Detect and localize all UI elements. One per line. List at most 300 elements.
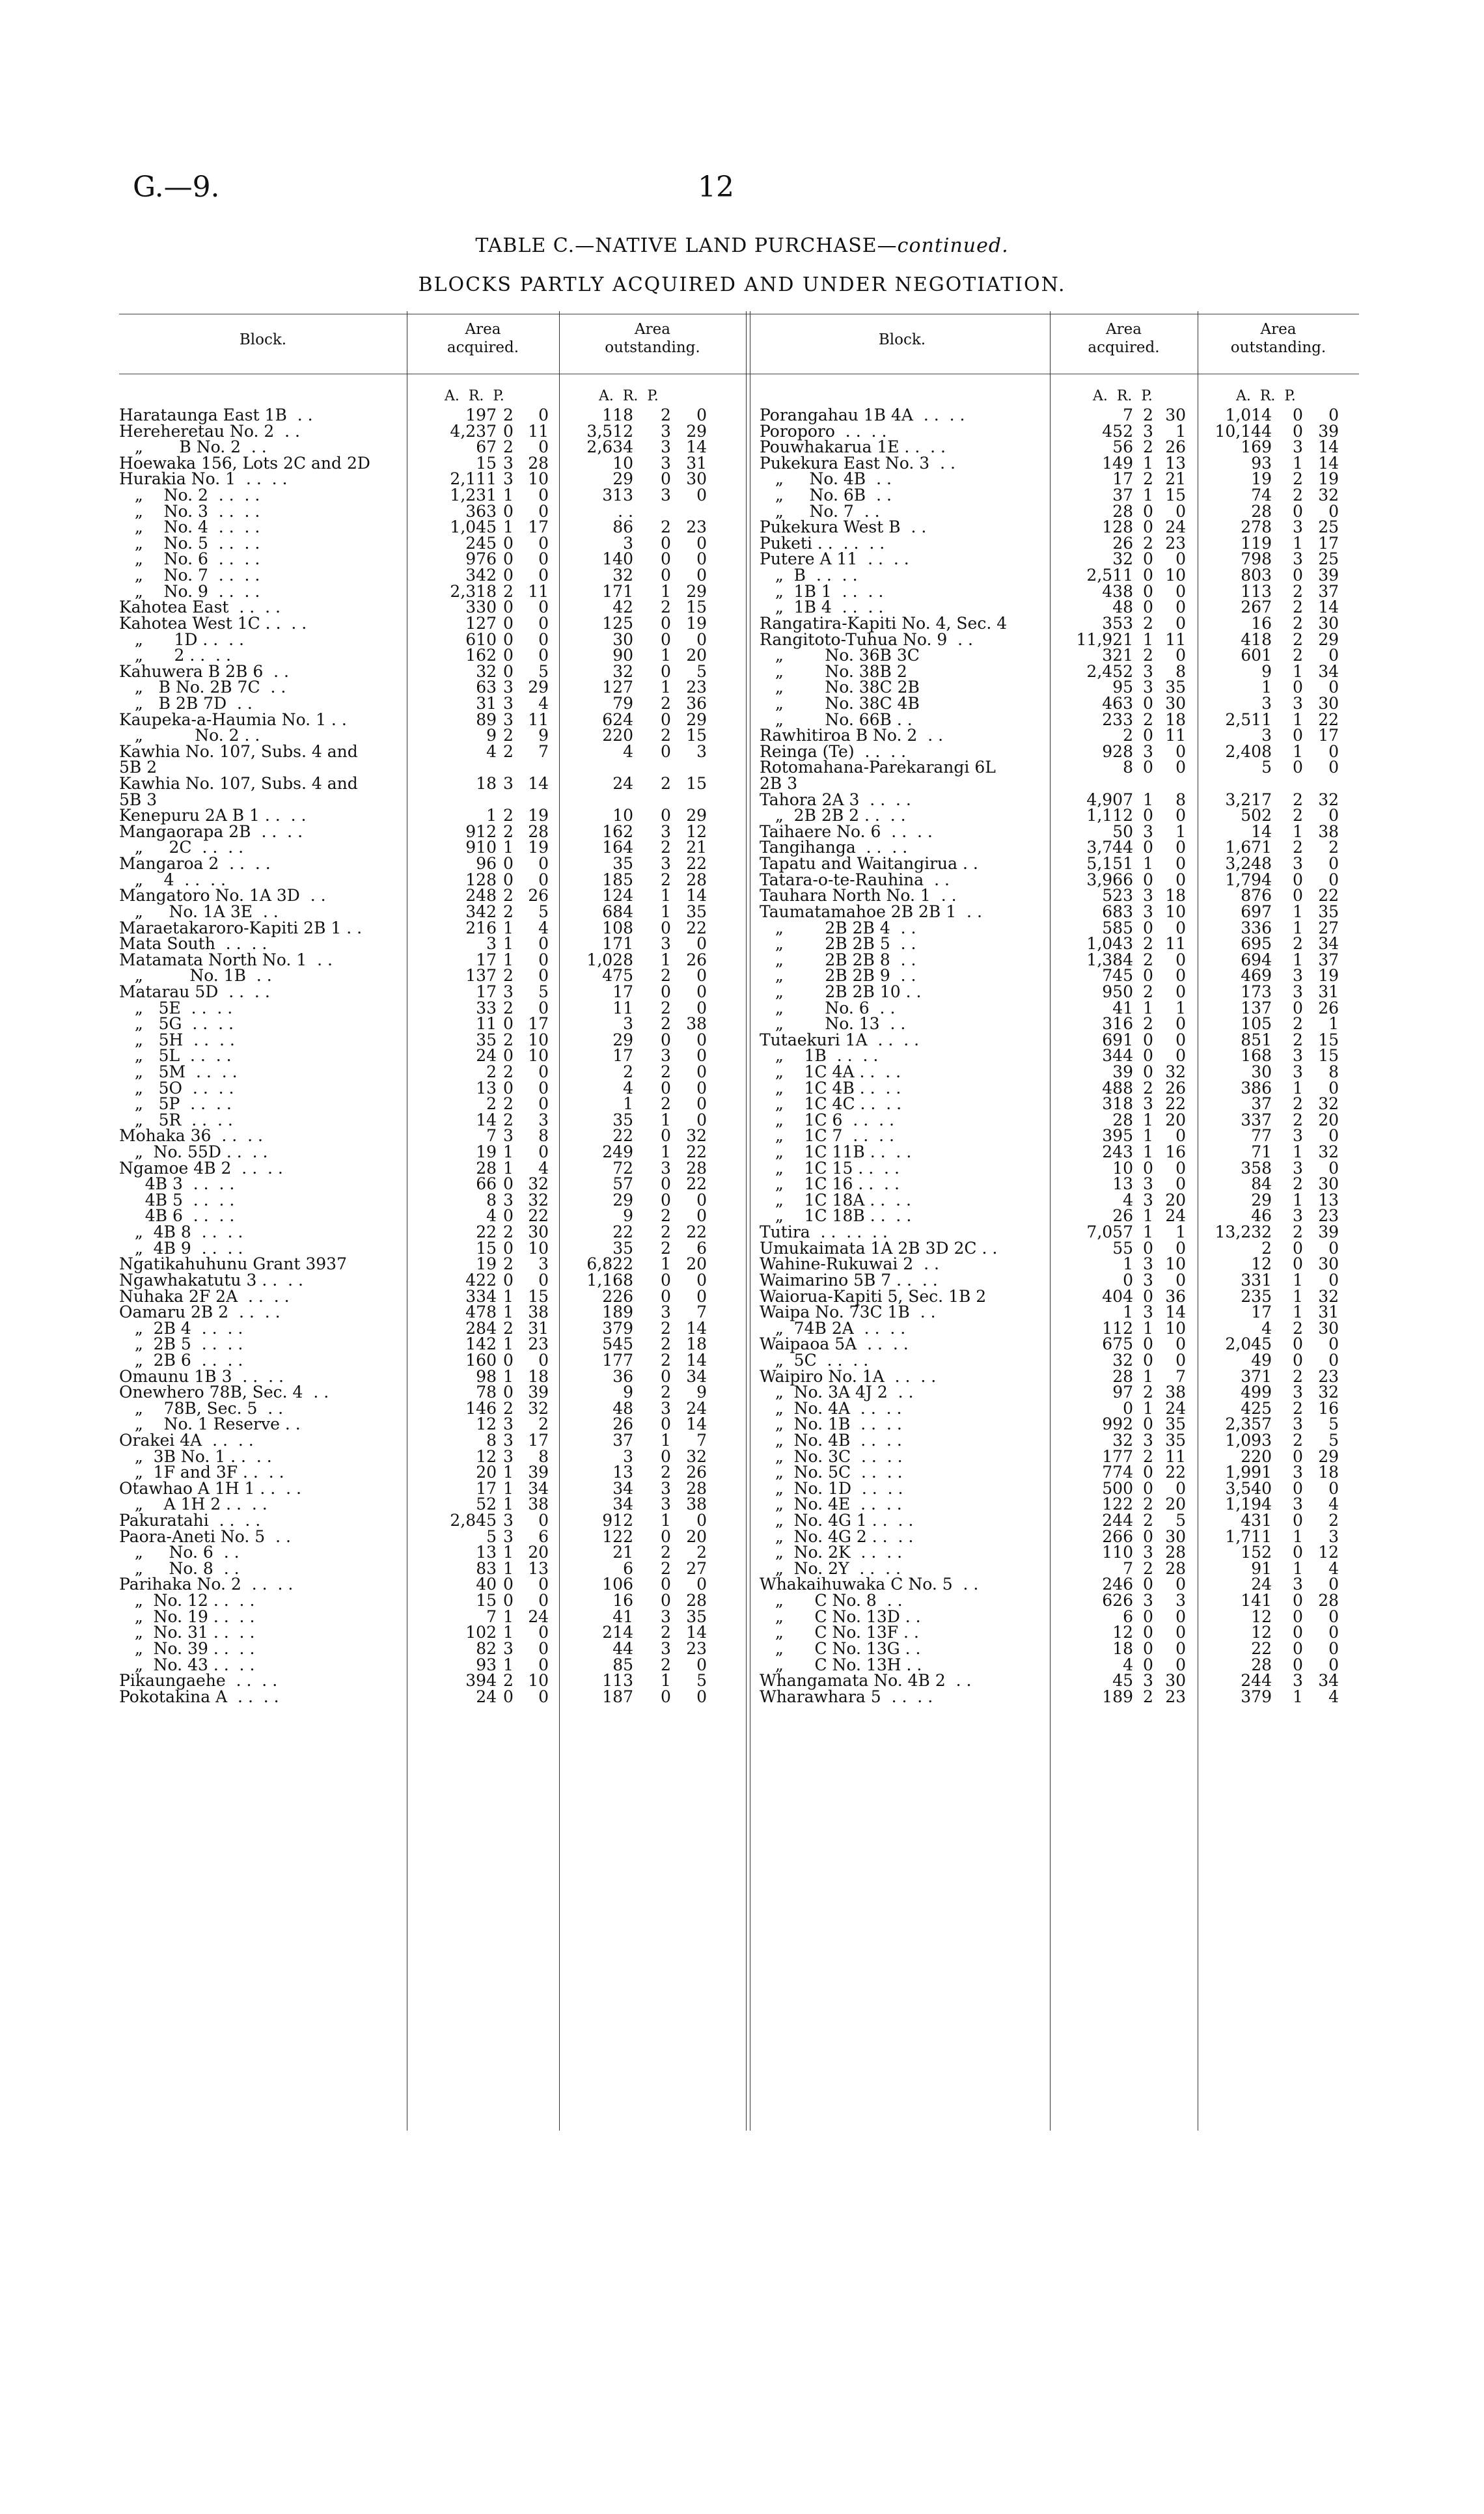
acq-acres: 11 [476, 1014, 497, 1034]
acq-acres: 318 [1102, 1094, 1133, 1114]
out-acres: 9 [1261, 661, 1272, 681]
table-row [754, 613, 1359, 633]
out-perches: 1 [1328, 1014, 1339, 1034]
out-perches: 0 [1328, 1350, 1339, 1370]
acq-acres: 142 [465, 1334, 497, 1354]
acq-acres: 976 [465, 549, 497, 569]
acq-acres: 4 [1123, 1190, 1133, 1209]
acq-acres: 13 [1112, 1174, 1133, 1194]
acq-acres: 137 [465, 966, 497, 986]
out-acres: 11 [612, 998, 633, 1017]
out-perches: 20 [686, 1526, 707, 1546]
out-acres: 29 [612, 1190, 633, 1209]
acq-roods: 2 [503, 1318, 514, 1338]
acq-perches: 23 [528, 1334, 549, 1354]
table-row [119, 1689, 750, 1706]
block-name: Tapatu and Waitangirua . . [760, 854, 978, 874]
out-perches: 37 [1318, 581, 1339, 601]
out-perches: 28 [686, 1478, 707, 1498]
out-roods: 1 [661, 1110, 671, 1129]
acq-acres: 344 [1102, 1046, 1133, 1066]
acq-acres: 2,845 [450, 1511, 497, 1530]
out-roods: 0 [1293, 758, 1303, 777]
acq-acres: 438 [1102, 581, 1133, 601]
out-acres: 140 [602, 549, 633, 569]
out-roods: 1 [661, 1142, 671, 1162]
acq-perches: 0 [1175, 1014, 1186, 1034]
out-roods: 1 [1293, 822, 1303, 841]
acq-acres: 149 [1102, 453, 1133, 473]
acq-acres: 98 [476, 1366, 497, 1386]
acq-perches: 0 [538, 598, 549, 617]
acq-acres: 3,966 [1086, 870, 1133, 889]
out-acres: 2,634 [586, 437, 633, 457]
block-name: Mangaroa 2 . . . . [119, 854, 271, 874]
acq-perches: 0 [1175, 1126, 1186, 1146]
block-name: „ No. 8 . . [119, 1558, 240, 1578]
out-acres: 3,217 [1225, 790, 1272, 809]
out-roods: 3 [661, 1158, 671, 1178]
out-roods: 2 [1293, 1398, 1303, 1418]
acq-perches: 0 [1175, 1478, 1186, 1498]
acq-acres: 1,112 [1086, 806, 1133, 825]
acq-perches: 0 [1175, 918, 1186, 937]
acq-acres: 20 [476, 1463, 497, 1482]
out-roods: 0 [661, 469, 671, 489]
out-perches: 0 [1328, 758, 1339, 777]
out-acres: 798 [1241, 549, 1272, 569]
block-name: „ 5M . . . . [119, 1062, 238, 1081]
block-name: „ No. 12 . . . . [119, 1591, 255, 1610]
out-roods: 2 [1293, 1094, 1303, 1114]
out-perches: 38 [686, 1014, 707, 1034]
out-perches: 31 [1318, 982, 1339, 1001]
acq-roods: 3 [1143, 421, 1153, 441]
acq-acres: 12 [476, 1446, 497, 1466]
table-row [754, 488, 1359, 504]
out-roods: 0 [661, 533, 671, 553]
table-row [754, 1350, 1359, 1370]
block-name: „ 1B 4 . . . . [760, 598, 884, 617]
block-name: „ B 2B 7D . . [119, 693, 253, 713]
out-roods: 3 [1293, 437, 1303, 457]
page-ref: G.—9. [133, 171, 220, 204]
out-perches: 0 [1328, 1078, 1339, 1098]
out-roods: 1 [1293, 1286, 1303, 1306]
out-roods: 2 [661, 1543, 671, 1562]
out-roods: 0 [661, 629, 671, 649]
out-perches: 14 [1318, 453, 1339, 473]
acq-acres: 32 [476, 661, 497, 681]
out-roods: 2 [1293, 934, 1303, 954]
acq-acres: 17 [476, 950, 497, 969]
out-roods: 2 [1293, 1431, 1303, 1450]
acq-perches: 0 [1175, 646, 1186, 665]
acq-acres: 912 [465, 822, 497, 841]
acq-perches: 22 [528, 1206, 549, 1226]
out-acres: 4 [1261, 1318, 1272, 1338]
out-acres: 113 [1241, 581, 1272, 601]
block-name: Pokotakina A . . . . [119, 1687, 279, 1706]
block-name: „ 1C 15 . . . . [760, 1158, 900, 1178]
acq-roods: 0 [1143, 1030, 1153, 1049]
acq-perches: 11 [1165, 629, 1186, 649]
out-roods: 1 [661, 886, 671, 905]
out-acres: 17 [612, 1046, 633, 1066]
out-perches: 29 [1318, 1446, 1339, 1466]
acq-perches: 1 [1175, 421, 1186, 441]
acq-acres: 7 [486, 1607, 497, 1626]
acq-perches: 4 [538, 918, 549, 937]
acq-roods: 2 [1143, 613, 1153, 633]
acq-perches: 0 [1175, 1158, 1186, 1178]
block-name: Mangatoro No. 1A 3D . . [119, 886, 326, 905]
out-acres: 358 [1241, 1158, 1272, 1178]
out-perches: 0 [1328, 1334, 1339, 1354]
acq-perches: 17 [528, 518, 549, 537]
out-acres: 57 [612, 1174, 633, 1194]
out-acres: 545 [602, 1334, 633, 1354]
out-roods: 1 [661, 678, 671, 697]
out-acres: 214 [602, 1623, 633, 1642]
acq-perches: 3 [538, 1110, 549, 1129]
acq-perches: 8 [1175, 790, 1186, 809]
out-roods: 0 [661, 918, 671, 937]
acq-roods: 1 [1143, 790, 1153, 809]
acq-roods: 0 [1143, 1638, 1153, 1658]
out-acres: 79 [612, 693, 633, 713]
out-roods: 1 [1293, 1190, 1303, 1209]
out-roods: 2 [1293, 1014, 1303, 1034]
out-acres: 1,794 [1225, 870, 1272, 889]
acq-perches: 0 [538, 613, 549, 633]
acq-roods: 2 [1143, 950, 1153, 969]
acq-acres: 32 [1112, 1431, 1133, 1450]
out-roods: 2 [661, 1094, 671, 1114]
out-roods: 3 [1293, 1206, 1303, 1226]
block-name: „ 1C 7 . . . . [760, 1126, 894, 1146]
acq-acres: 675 [1102, 1334, 1133, 1354]
out-roods: 1 [1293, 741, 1303, 761]
out-perches: 20 [686, 646, 707, 665]
block-name: 4B 3 . . . . [119, 1174, 235, 1194]
acq-roods: 0 [1143, 1526, 1153, 1546]
out-acres: 37 [612, 1431, 633, 1450]
acq-roods: 0 [503, 1174, 514, 1194]
acq-perches: 13 [1165, 453, 1186, 473]
table-row [119, 1270, 750, 1290]
out-perches: 0 [1328, 1655, 1339, 1674]
block-name: Waipiro No. 1A . . . . [760, 1366, 937, 1386]
out-perches: 5 [1328, 1431, 1339, 1450]
block-name: „ 5E . . . . [119, 998, 233, 1017]
out-perches: 0 [696, 533, 707, 553]
out-perches: 14 [686, 1415, 707, 1434]
acq-perches: 0 [1175, 549, 1186, 569]
out-acres: 127 [602, 678, 633, 697]
col-block-right: Block. [878, 331, 926, 348]
block-name: Ngawhakatutu 3 . . . . [119, 1270, 303, 1290]
acq-roods: 0 [503, 1206, 514, 1226]
acq-roods: 2 [1143, 533, 1153, 553]
block-name: „ No. 4A . . . . [760, 1398, 902, 1418]
block-name: Orakei 4A . . . . [119, 1431, 254, 1450]
out-roods: 0 [661, 1286, 671, 1306]
acq-roods: 3 [1143, 1254, 1153, 1274]
block-name: Tauhara North No. 1 . . [760, 886, 957, 905]
out-roods: 0 [1293, 1350, 1303, 1370]
acq-acres: 2,111 [450, 469, 497, 489]
acq-acres: 321 [1102, 646, 1133, 665]
out-perches: 0 [696, 406, 707, 424]
block-name: „ 78B, Sec. 5 . . [119, 1398, 284, 1418]
acq-perches: 11 [1165, 1446, 1186, 1466]
out-perches: 14 [686, 437, 707, 457]
acq-acres: 243 [1102, 1142, 1133, 1162]
out-perches: 30 [1318, 613, 1339, 633]
acq-perches: 0 [1175, 1638, 1186, 1658]
acq-acres: 745 [1102, 966, 1133, 986]
acq-perches: 29 [528, 678, 549, 697]
block-name: „ No. 4B . . [760, 469, 892, 489]
acq-roods: 0 [503, 870, 514, 889]
block-name: „ 1C 11B . . . . [760, 1142, 912, 1162]
acq-perches: 4 [538, 1158, 549, 1178]
block-name: Tutira . . . . . . [760, 1222, 888, 1242]
acq-roods: 2 [503, 1254, 514, 1274]
out-acres: 220 [1241, 1446, 1272, 1466]
block-name: „ 2B 2B 9 . . [760, 966, 916, 986]
acq-acres: 97 [1112, 1383, 1133, 1402]
out-perches: 4 [1328, 1687, 1339, 1706]
table-row [119, 488, 750, 504]
acq-perches: 10 [528, 1238, 549, 1258]
block-name: „ 5H . . . . [119, 1030, 235, 1049]
out-roods: 0 [1293, 678, 1303, 697]
block-name: „ No. 4G 1 . . . . [760, 1511, 914, 1530]
out-acres: 337 [1241, 1110, 1272, 1129]
acq-roods: 2 [1143, 1078, 1153, 1098]
left-rows [119, 407, 750, 1705]
out-perches: 0 [1328, 1575, 1339, 1594]
out-roods: 2 [1293, 581, 1303, 601]
out-acres: 90 [612, 646, 633, 665]
out-perches: 0 [1328, 806, 1339, 825]
out-perches: 9 [696, 1383, 707, 1402]
block-name: „ No. 7 . . . . [119, 566, 260, 585]
out-perches: 14 [686, 1318, 707, 1338]
acq-perches: 23 [1165, 533, 1186, 553]
block-name: „ 2B 2B 2 . . . . [760, 806, 906, 825]
block-name: Whakaihuwaka C No. 5 . . [760, 1575, 979, 1594]
acq-roods: 0 [1143, 1286, 1153, 1306]
acq-acres: 15 [476, 453, 497, 473]
acq-acres: 500 [1102, 1478, 1133, 1498]
block-name: „ 2B 2B 4 . . [760, 918, 916, 937]
out-acres: 118 [602, 406, 633, 424]
block-name: „ No. 5C . . . . [760, 1463, 903, 1482]
acq-roods: 2 [503, 806, 514, 825]
acq-perches: 0 [538, 1094, 549, 1114]
out-roods: 1 [661, 902, 671, 921]
acq-acres: 19 [476, 1254, 497, 1274]
out-roods: 3 [1293, 966, 1303, 986]
out-roods: 2 [1293, 838, 1303, 857]
acq-perches: 0 [538, 854, 549, 874]
block-name: „ No. 43 . . . . [119, 1655, 255, 1674]
table-title [0, 234, 1484, 257]
out-perches: 29 [686, 806, 707, 825]
out-perches: 15 [686, 774, 707, 794]
acq-acres: 7,057 [1086, 1222, 1133, 1242]
block-name: „ No. 6B . . [760, 486, 892, 505]
block-name: „ 1F and 3F . . . . [119, 1463, 284, 1482]
out-perches: 0 [696, 1206, 707, 1226]
acq-perches: 0 [1175, 1270, 1186, 1290]
acq-perches: 21 [1165, 469, 1186, 489]
acq-acres: 245 [465, 533, 497, 553]
out-acres: 1,093 [1225, 1431, 1272, 1450]
acq-roods: 0 [503, 661, 514, 681]
acq-roods: 3 [503, 469, 514, 489]
table-row [119, 1350, 750, 1370]
acq-acres: 10 [1112, 1158, 1133, 1178]
acq-roods: 3 [503, 1638, 514, 1658]
out-roods: 0 [1293, 406, 1303, 424]
acq-roods: 2 [503, 902, 514, 921]
block-name: „ 2B 5 . . . . [119, 1334, 243, 1354]
acq-perches: 0 [1175, 1030, 1186, 1049]
out-roods: 0 [661, 613, 671, 633]
acq-roods: 0 [503, 1238, 514, 1258]
acq-perches: 11 [528, 421, 549, 441]
table-row [119, 568, 750, 584]
out-acres: 113 [602, 1671, 633, 1691]
block-name: Pukekura West B . . [760, 518, 927, 537]
acq-roods: 3 [1143, 1671, 1153, 1691]
table-row [119, 904, 750, 920]
out-roods: 0 [661, 1687, 671, 1706]
block-name: Puketi . . . . . . [760, 533, 885, 553]
out-roods: 2 [1293, 1174, 1303, 1194]
acq-perches: 18 [1165, 886, 1186, 905]
acq-perches: 30 [528, 1222, 549, 1242]
table-row [754, 1224, 1359, 1241]
out-roods: 1 [1293, 918, 1303, 937]
table-row [754, 776, 1359, 792]
acq-acres: 17 [476, 982, 497, 1001]
out-roods: 1 [1293, 1078, 1303, 1098]
block-name: Pouwhakarua 1E . . . . [760, 437, 946, 457]
block-name: „ No. 6 . . [760, 998, 896, 1017]
acq-acres: 478 [465, 1303, 497, 1322]
block-name: Reinga (Te) . . . . [760, 741, 907, 761]
out-perches: 0 [1328, 1478, 1339, 1498]
out-acres: 6 [623, 1558, 633, 1578]
out-acres: 124 [602, 886, 633, 905]
block-name: Kawhia No. 107, Subs. 4 and [119, 741, 358, 761]
out-roods: 0 [661, 1030, 671, 1049]
acq-acres: 1 [1123, 1303, 1133, 1322]
out-acres: 12 [1251, 1623, 1272, 1642]
out-acres: 30 [612, 629, 633, 649]
out-perches: 22 [686, 918, 707, 937]
table-subtitle: BLOCKS PARTLY ACQUIRED AND UNDER NEGOTIATION. [418, 273, 1066, 296]
acq-roods: 1 [503, 1366, 514, 1386]
out-perches: 2 [1328, 1511, 1339, 1530]
acq-acres: 160 [465, 1350, 497, 1370]
out-acres: 189 [602, 1303, 633, 1322]
out-roods: 3 [661, 1495, 671, 1514]
out-roods: 2 [661, 1655, 671, 1674]
acq-acres: 928 [1102, 741, 1133, 761]
block-name: Kaupeka-a-Haumia No. 1 . . [119, 710, 347, 729]
block-name: Waipa No. 73C 1B . . [760, 1303, 936, 1322]
out-acres: 32 [612, 661, 633, 681]
acq-roods: 3 [503, 982, 514, 1001]
out-acres: 29 [612, 1030, 633, 1049]
acq-perches: 7 [538, 741, 549, 761]
out-roods: 0 [661, 661, 671, 681]
out-perches: 0 [696, 1190, 707, 1209]
out-acres: 431 [1241, 1511, 1272, 1530]
acq-acres: 63 [476, 678, 497, 697]
acq-roods: 0 [503, 1078, 514, 1098]
out-acres: 1,194 [1225, 1495, 1272, 1514]
out-perches: 0 [696, 934, 707, 954]
out-roods: 1 [1293, 1526, 1303, 1546]
table-row [119, 776, 750, 792]
out-acres: 3,248 [1225, 854, 1272, 874]
acq-acres: 197 [465, 406, 497, 424]
block-name: „ No. 13 . . [760, 1014, 906, 1034]
acq-acres: 17 [476, 1478, 497, 1498]
acq-perches: 30 [1165, 1526, 1186, 1546]
out-perches: 28 [686, 870, 707, 889]
out-roods: 0 [661, 1575, 671, 1594]
out-perches: 16 [1318, 1398, 1339, 1418]
out-roods: 2 [1293, 790, 1303, 809]
acq-roods: 0 [1143, 581, 1153, 601]
acq-roods: 1 [1143, 854, 1153, 874]
acq-roods: 1 [1143, 1126, 1153, 1146]
acq-roods: 1 [503, 1543, 514, 1562]
block-name: „ No. 2Y . . . . [760, 1558, 901, 1578]
out-perches: 20 [686, 1254, 707, 1274]
acq-roods: 3 [503, 774, 514, 794]
acq-acres: 395 [1102, 1126, 1133, 1146]
out-perches: 0 [1328, 1270, 1339, 1290]
out-acres: 469 [1241, 966, 1272, 986]
block-name: „ 2B 2B 8 . . [760, 950, 916, 969]
out-roods: 0 [1293, 1655, 1303, 1674]
acq-roods: 1 [1143, 1366, 1153, 1386]
acq-acres: 7 [1123, 1558, 1133, 1578]
out-perches: 0 [1328, 678, 1339, 697]
out-acres: 28 [1251, 1655, 1272, 1674]
acq-acres: 4 [486, 741, 497, 761]
out-perches: 35 [686, 902, 707, 921]
acq-perches: 24 [1165, 518, 1186, 537]
out-roods: 2 [661, 774, 671, 794]
out-perches: 0 [696, 1286, 707, 1306]
out-perches: 31 [686, 453, 707, 473]
acq-roods: 0 [1143, 966, 1153, 986]
out-roods: 2 [661, 1062, 671, 1081]
acq-roods: 0 [503, 1350, 514, 1370]
out-roods: 0 [1293, 870, 1303, 889]
out-acres: 1 [623, 1094, 633, 1114]
